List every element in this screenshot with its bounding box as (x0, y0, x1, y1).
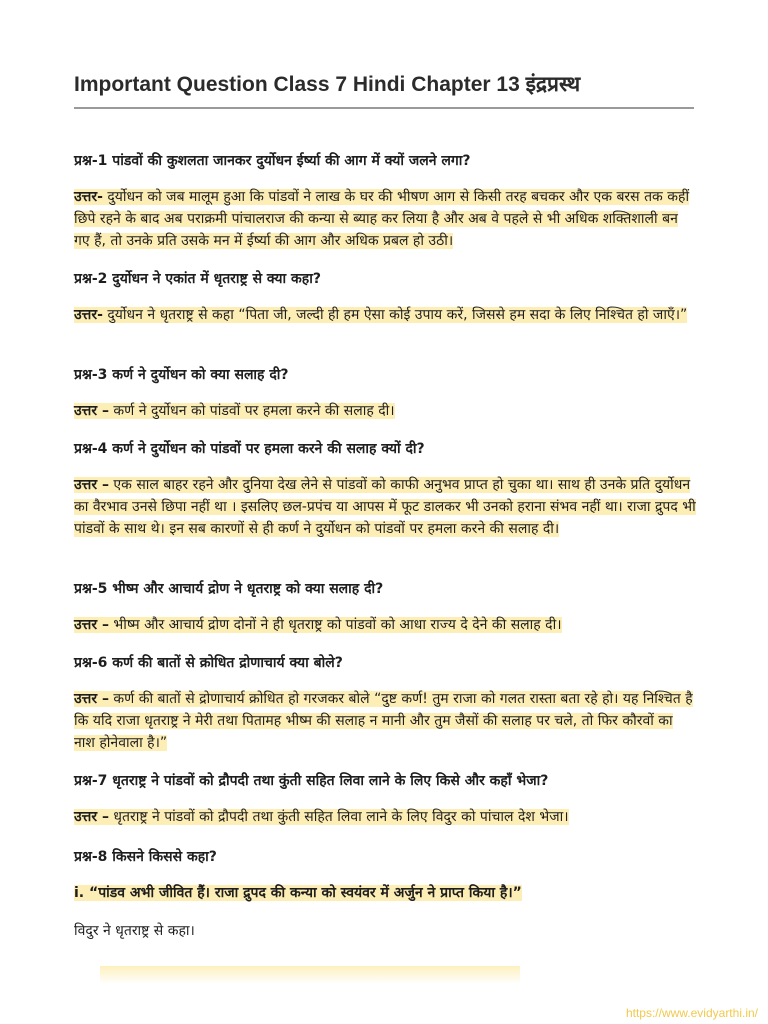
watermark-url: https://www.evidyarthi.in/ (625, 1006, 758, 1020)
answer-4 (74, 474, 696, 540)
answer-label: उत्तर – (74, 403, 109, 419)
answer-text: कर्ण ने दुर्योधन को पांडवों पर हमला करने की सलाह दी। (108, 403, 395, 419)
answer-text: दुर्योधन को जब मालूम हुआ कि पांडवों ने लाख के घर की भीषण आग से किसी तरह बचकर और एक बरस तक कहीं छिपे रहने के बाद अब पराक्रमी पांचालराज की कन्या से ब्याह कर लिया है और अब वे पहले से भी अधिक शक्तिशाली बन गए हैं, तो उनके प्रति उसके मन में ईर्ष्या की आग और अधिक प्रबल हो उठी। (74, 189, 690, 249)
question-7: प्रश्न-7 धृतराष्ट्र ने पांडवों को द्रौपदी तथा कुंती सहित लिवा लाने के लिए किसे और कहाँ भेजा? (74, 773, 549, 789)
quote-answer: विदुर ने धृतराष्ट्र से कहा। (74, 923, 195, 939)
question-8: प्रश्न-8 किसने किससे कहा? (74, 849, 217, 865)
answer-label: उत्तर – (74, 477, 109, 493)
quote-text: i. “पांडव अभी जीवित हैं। राजा द्रुपद की कन्या को स्वयंवर में अर्जुन ने प्राप्त किया है।” (74, 885, 522, 901)
answer-text: कर्ण की बातों से द्रोणाचार्य क्रोधित हो गरजकर बोले “दुष्ट कर्ण! तुम राजा को गलत रास्ता बता रहे हो। यह निश्चित है कि यदि राजा धृतराष्ट्र ने मेरी तथा पितामह भीष्म की सलाह न मानी और तुम जैसों की सलाह पर चले, तो फिर कौरवों का नाश होनेवाला है।” (74, 691, 693, 751)
question-6: प्रश्न-6 कर्ण की बातों से क्रोधित द्रोणाचार्य क्या बोले? (74, 655, 343, 671)
title-divider (74, 107, 694, 109)
answer-text: एक साल बाहर रहने और दुनिया देख लेने से पांडवों को काफी अनुभव प्राप्त हो चुका था। साथ ही उनके प्रति दुर्योधन का वैरभाव उनसे छिपा नहीं था । इसलिए छल-प्रपंच या आपस में फूट डालकर भी उनको हराना संभव नहीं था। राजा द्रुपद भी पांडवों के साथ थे। इन सब कारणों से ही कर्ण ने दुर्योधन को पांडवों पर हमला करने की सलाह दी। (74, 477, 696, 537)
answer-5 (74, 614, 696, 636)
question-2: प्रश्न-2 दुर्योधन ने एकांत में धृतराष्ट्र से क्या कहा? (74, 271, 321, 287)
answer-label: उत्तर – (74, 617, 109, 633)
answer-text: भीष्म और आचार्य द्रोण दोनों ने ही धृतराष्ट्र को पांडवों को आधा राज्य दे देने की सलाह दी। (108, 617, 562, 633)
answer-label: उत्तर – (74, 691, 109, 707)
answer-3 (74, 400, 696, 422)
faded-next-line (100, 966, 520, 984)
answer-text: दुर्योधन ने धृतराष्ट्र से कहा “पिता जी, जल्दी ही हम ऐसा कोई उपाय करें, जिससे हम सदा के लिए निश्चित हो जाएँ।” (102, 307, 688, 323)
question-3: प्रश्न-3 कर्ण ने दुर्योधन को क्या सलाह दी? (74, 367, 289, 383)
quote-line (74, 882, 696, 904)
answer-text: धृतराष्ट्र ने पांडवों को द्रौपदी तथा कुंती सहित लिवा लाने के लिए विदुर को पांचाल देश भेजा। (108, 809, 569, 825)
answer-2 (74, 304, 696, 326)
answer-label: उत्तर- (74, 307, 103, 323)
answer-7 (74, 806, 696, 828)
question-5: प्रश्न-5 भीष्म और आचार्य द्रोण ने धृतराष्ट्र को क्या सलाह दी? (74, 581, 384, 597)
question-1: प्रश्न-1 पांडवों की कुशलता जानकर दुर्योधन ईर्ष्या की आग में क्यों जलने लगा? (74, 153, 471, 169)
question-4: प्रश्न-4 कर्ण ने दुर्योधन को पांडवों पर हमला करने की सलाह क्यों दी? (74, 441, 425, 457)
answer-label: उत्तर – (74, 809, 109, 825)
answer-6 (74, 688, 696, 754)
answer-1 (74, 186, 696, 252)
page-title: Important Question Class 7 Hindi Chapter 13 इंद्रप्रस्थ (74, 73, 581, 96)
answer-label: उत्तर- (74, 189, 103, 205)
